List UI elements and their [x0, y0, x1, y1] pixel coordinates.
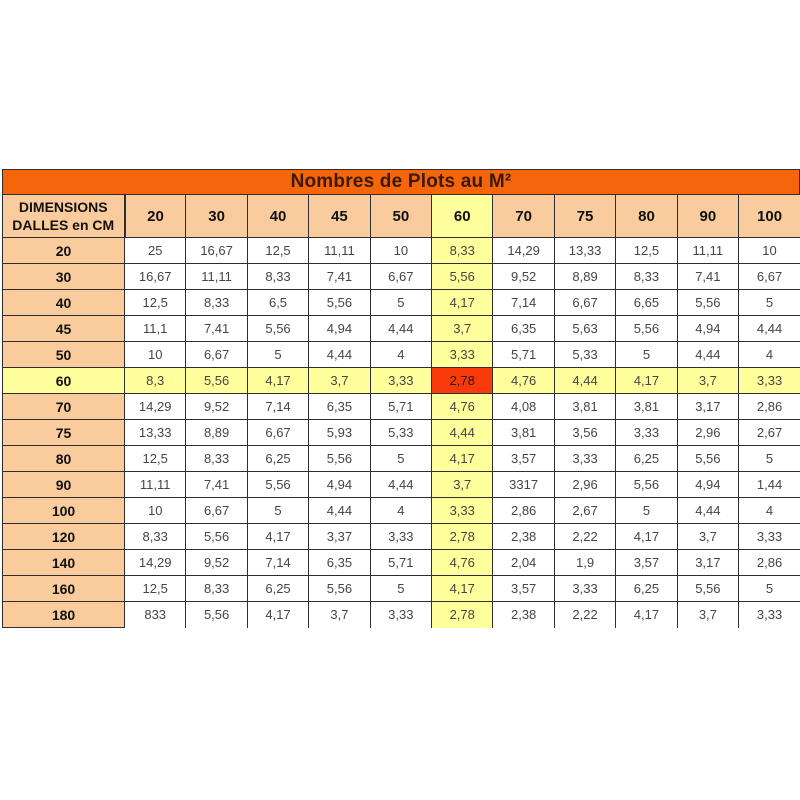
cell-50-40: 5 [247, 342, 308, 368]
table-row-30 [3, 264, 800, 290]
cell-140-50: 5,71 [370, 550, 431, 576]
cell-20-50: 10 [370, 238, 431, 264]
cell-40-40: 6,5 [247, 290, 308, 316]
cell-20-90: 11,11 [677, 238, 738, 264]
col-header-70: 70 [493, 195, 554, 238]
cell-160-20: 12,5 [125, 576, 186, 602]
cell-75-80: 3,33 [616, 420, 677, 446]
table-row-75 [3, 420, 800, 446]
cell-100-60: 3,33 [432, 498, 493, 524]
row-header-50: 50 [3, 342, 125, 368]
cell-90-60: 3,7 [432, 472, 493, 498]
table-row-50 [3, 342, 800, 368]
cell-180-45: 3,7 [309, 602, 370, 628]
cell-40-80: 6,65 [616, 290, 677, 316]
cell-80-60: 4,17 [432, 446, 493, 472]
cell-100-50: 4 [370, 498, 431, 524]
cell-70-70: 4,08 [493, 394, 554, 420]
cell-180-80: 4,17 [616, 602, 677, 628]
row-header-80: 80 [3, 446, 125, 472]
cell-80-80: 6,25 [616, 446, 677, 472]
cell-45-80: 5,56 [616, 316, 677, 342]
corner-header: DIMENSIONS DALLES en CM [3, 195, 125, 238]
cell-100-30: 6,67 [186, 498, 247, 524]
cell-180-75: 2,22 [554, 602, 615, 628]
table-row-100 [3, 498, 800, 524]
cell-80-45: 5,56 [309, 446, 370, 472]
cell-90-80: 5,56 [616, 472, 677, 498]
cell-180-30: 5,56 [186, 602, 247, 628]
cell-180-60: 2,78 [432, 602, 493, 628]
cell-140-30: 9,52 [186, 550, 247, 576]
cell-100-90: 4,44 [677, 498, 738, 524]
row-header-45: 45 [3, 316, 125, 342]
plots-table [2, 169, 800, 628]
cell-100-20: 10 [125, 498, 186, 524]
cell-75-70: 3,81 [493, 420, 554, 446]
cell-75-90: 2,96 [677, 420, 738, 446]
cell-45-90: 4,94 [677, 316, 738, 342]
cell-40-75: 6,67 [554, 290, 615, 316]
cell-120-40: 4,17 [247, 524, 308, 550]
cell-45-20: 11,1 [125, 316, 186, 342]
cell-90-45: 4,94 [309, 472, 370, 498]
table-row-40 [3, 290, 800, 316]
cell-40-100: 5 [739, 290, 800, 316]
row-header-100: 100 [3, 498, 125, 524]
cell-120-20: 8,33 [125, 524, 186, 550]
cell-30-45: 7,41 [309, 264, 370, 290]
cell-180-90: 3,7 [677, 602, 738, 628]
row-header-180: 180 [3, 602, 125, 628]
cell-90-75: 2,96 [554, 472, 615, 498]
plots-grid [2, 194, 800, 628]
cell-50-70: 5,71 [493, 342, 554, 368]
col-header-60: 60 [432, 195, 493, 238]
cell-40-45: 5,56 [309, 290, 370, 316]
cell-140-60: 4,76 [432, 550, 493, 576]
cell-20-30: 16,67 [186, 238, 247, 264]
cell-20-80: 12,5 [616, 238, 677, 264]
col-header-75: 75 [554, 195, 615, 238]
table-row-60 [3, 368, 800, 394]
cell-140-100: 2,86 [739, 550, 800, 576]
cell-140-75: 1,9 [554, 550, 615, 576]
cell-180-70: 2,38 [493, 602, 554, 628]
cell-20-100: 10 [739, 238, 800, 264]
cell-160-50: 5 [370, 576, 431, 602]
cell-60-30: 5,56 [186, 368, 247, 394]
cell-75-100: 2,67 [739, 420, 800, 446]
cell-120-90: 3,7 [677, 524, 738, 550]
cell-100-40: 5 [247, 498, 308, 524]
col-header-30: 30 [186, 195, 247, 238]
cell-80-90: 5,56 [677, 446, 738, 472]
cell-90-100: 1,44 [739, 472, 800, 498]
cell-45-60: 3,7 [432, 316, 493, 342]
cell-75-40: 6,67 [247, 420, 308, 446]
cell-60-100: 3,33 [739, 368, 800, 394]
cell-140-70: 2,04 [493, 550, 554, 576]
col-header-100: 100 [739, 195, 800, 238]
cell-50-20: 10 [125, 342, 186, 368]
cell-70-80: 3,81 [616, 394, 677, 420]
col-header-40: 40 [247, 195, 308, 238]
cell-70-40: 7,14 [247, 394, 308, 420]
cell-30-100: 6,67 [739, 264, 800, 290]
cell-50-100: 4 [739, 342, 800, 368]
cell-60-45: 3,7 [309, 368, 370, 394]
cell-45-70: 6,35 [493, 316, 554, 342]
cell-120-50: 3,33 [370, 524, 431, 550]
table-row-45 [3, 316, 800, 342]
cell-20-70: 14,29 [493, 238, 554, 264]
table-row-70 [3, 394, 800, 420]
cell-100-100: 4 [739, 498, 800, 524]
cell-70-90: 3,17 [677, 394, 738, 420]
cell-60-75: 4,44 [554, 368, 615, 394]
row-header-20: 20 [3, 238, 125, 264]
cell-120-70: 2,38 [493, 524, 554, 550]
cell-45-40: 5,56 [247, 316, 308, 342]
cell-75-75: 3,56 [554, 420, 615, 446]
cell-160-90: 5,56 [677, 576, 738, 602]
cell-80-30: 8,33 [186, 446, 247, 472]
cell-45-100: 4,44 [739, 316, 800, 342]
cell-80-100: 5 [739, 446, 800, 472]
cell-70-50: 5,71 [370, 394, 431, 420]
cell-140-45: 6,35 [309, 550, 370, 576]
col-header-50: 50 [370, 195, 431, 238]
cell-160-80: 6,25 [616, 576, 677, 602]
cell-30-40: 8,33 [247, 264, 308, 290]
table-row-90 [3, 472, 800, 498]
cell-140-80: 3,57 [616, 550, 677, 576]
cell-50-60: 3,33 [432, 342, 493, 368]
cell-45-50: 4,44 [370, 316, 431, 342]
cell-40-60: 4,17 [432, 290, 493, 316]
cell-50-30: 6,67 [186, 342, 247, 368]
cell-40-20: 12,5 [125, 290, 186, 316]
cell-60-80: 4,17 [616, 368, 677, 394]
cell-120-100: 3,33 [739, 524, 800, 550]
cell-90-30: 7,41 [186, 472, 247, 498]
cell-60-70: 4,76 [493, 368, 554, 394]
cell-160-40: 6,25 [247, 576, 308, 602]
cell-30-30: 11,11 [186, 264, 247, 290]
cell-160-60: 4,17 [432, 576, 493, 602]
cell-120-75: 2,22 [554, 524, 615, 550]
cell-50-80: 5 [616, 342, 677, 368]
table-row-80 [3, 446, 800, 472]
cell-160-70: 3,57 [493, 576, 554, 602]
table-row-20 [3, 238, 800, 264]
cell-180-50: 3,33 [370, 602, 431, 628]
table-body [3, 238, 800, 628]
cell-60-40: 4,17 [247, 368, 308, 394]
cell-180-100: 3,33 [739, 602, 800, 628]
cell-160-30: 8,33 [186, 576, 247, 602]
cell-120-30: 5,56 [186, 524, 247, 550]
cell-180-20: 833 [125, 602, 186, 628]
row-header-75: 75 [3, 420, 125, 446]
table-row-180 [3, 602, 800, 628]
cell-80-75: 3,33 [554, 446, 615, 472]
cell-75-60: 4,44 [432, 420, 493, 446]
col-header-20: 20 [125, 195, 186, 238]
cell-70-20: 14,29 [125, 394, 186, 420]
cell-100-75: 2,67 [554, 498, 615, 524]
cell-140-90: 3,17 [677, 550, 738, 576]
cell-160-100: 5 [739, 576, 800, 602]
cell-75-45: 5,93 [309, 420, 370, 446]
cell-60-60: 2,78 [432, 368, 493, 394]
cell-140-20: 14,29 [125, 550, 186, 576]
cell-70-75: 3,81 [554, 394, 615, 420]
cell-90-70: 3317 [493, 472, 554, 498]
cell-80-40: 6,25 [247, 446, 308, 472]
table-row-120 [3, 524, 800, 550]
cell-30-20: 16,67 [125, 264, 186, 290]
cell-40-50: 5 [370, 290, 431, 316]
cell-80-20: 12,5 [125, 446, 186, 472]
col-header-80: 80 [616, 195, 677, 238]
cell-20-40: 12,5 [247, 238, 308, 264]
cell-60-90: 3,7 [677, 368, 738, 394]
row-header-30: 30 [3, 264, 125, 290]
cell-50-75: 5,33 [554, 342, 615, 368]
cell-50-50: 4 [370, 342, 431, 368]
cell-30-60: 5,56 [432, 264, 493, 290]
cell-45-45: 4,94 [309, 316, 370, 342]
cell-30-50: 6,67 [370, 264, 431, 290]
col-header-45: 45 [309, 195, 370, 238]
col-header-90: 90 [677, 195, 738, 238]
cell-20-60: 8,33 [432, 238, 493, 264]
cell-50-90: 4,44 [677, 342, 738, 368]
cell-20-45: 11,11 [309, 238, 370, 264]
row-header-120: 120 [3, 524, 125, 550]
cell-90-50: 4,44 [370, 472, 431, 498]
cell-40-90: 5,56 [677, 290, 738, 316]
cell-120-45: 3,37 [309, 524, 370, 550]
cell-75-20: 13,33 [125, 420, 186, 446]
column-header-row [3, 195, 800, 238]
cell-70-30: 9,52 [186, 394, 247, 420]
cell-30-80: 8,33 [616, 264, 677, 290]
cell-80-70: 3,57 [493, 446, 554, 472]
cell-30-90: 7,41 [677, 264, 738, 290]
cell-160-45: 5,56 [309, 576, 370, 602]
table-row-140 [3, 550, 800, 576]
cell-50-45: 4,44 [309, 342, 370, 368]
cell-40-70: 7,14 [493, 290, 554, 316]
cell-120-80: 4,17 [616, 524, 677, 550]
cell-70-45: 6,35 [309, 394, 370, 420]
cell-90-20: 11,11 [125, 472, 186, 498]
cell-75-30: 8,89 [186, 420, 247, 446]
cell-60-20: 8,3 [125, 368, 186, 394]
cell-100-45: 4,44 [309, 498, 370, 524]
row-header-90: 90 [3, 472, 125, 498]
cell-140-40: 7,14 [247, 550, 308, 576]
cell-70-60: 4,76 [432, 394, 493, 420]
cell-30-75: 8,89 [554, 264, 615, 290]
cell-90-90: 4,94 [677, 472, 738, 498]
cell-120-60: 2,78 [432, 524, 493, 550]
row-header-40: 40 [3, 290, 125, 316]
table-row-160 [3, 576, 800, 602]
cell-40-30: 8,33 [186, 290, 247, 316]
cell-75-50: 5,33 [370, 420, 431, 446]
cell-45-75: 5,63 [554, 316, 615, 342]
cell-100-70: 2,86 [493, 498, 554, 524]
row-header-160: 160 [3, 576, 125, 602]
cell-160-75: 3,33 [554, 576, 615, 602]
cell-100-80: 5 [616, 498, 677, 524]
cell-60-50: 3,33 [370, 368, 431, 394]
cell-70-100: 2,86 [739, 394, 800, 420]
row-header-60: 60 [3, 368, 125, 394]
cell-180-40: 4,17 [247, 602, 308, 628]
cell-20-75: 13,33 [554, 238, 615, 264]
cell-45-30: 7,41 [186, 316, 247, 342]
cell-30-70: 9,52 [493, 264, 554, 290]
cell-90-40: 5,56 [247, 472, 308, 498]
cell-20-20: 25 [125, 238, 186, 264]
cell-80-50: 5 [370, 446, 431, 472]
table-title: Nombres de Plots au M² [2, 169, 800, 194]
row-header-140: 140 [3, 550, 125, 576]
row-header-70: 70 [3, 394, 125, 420]
